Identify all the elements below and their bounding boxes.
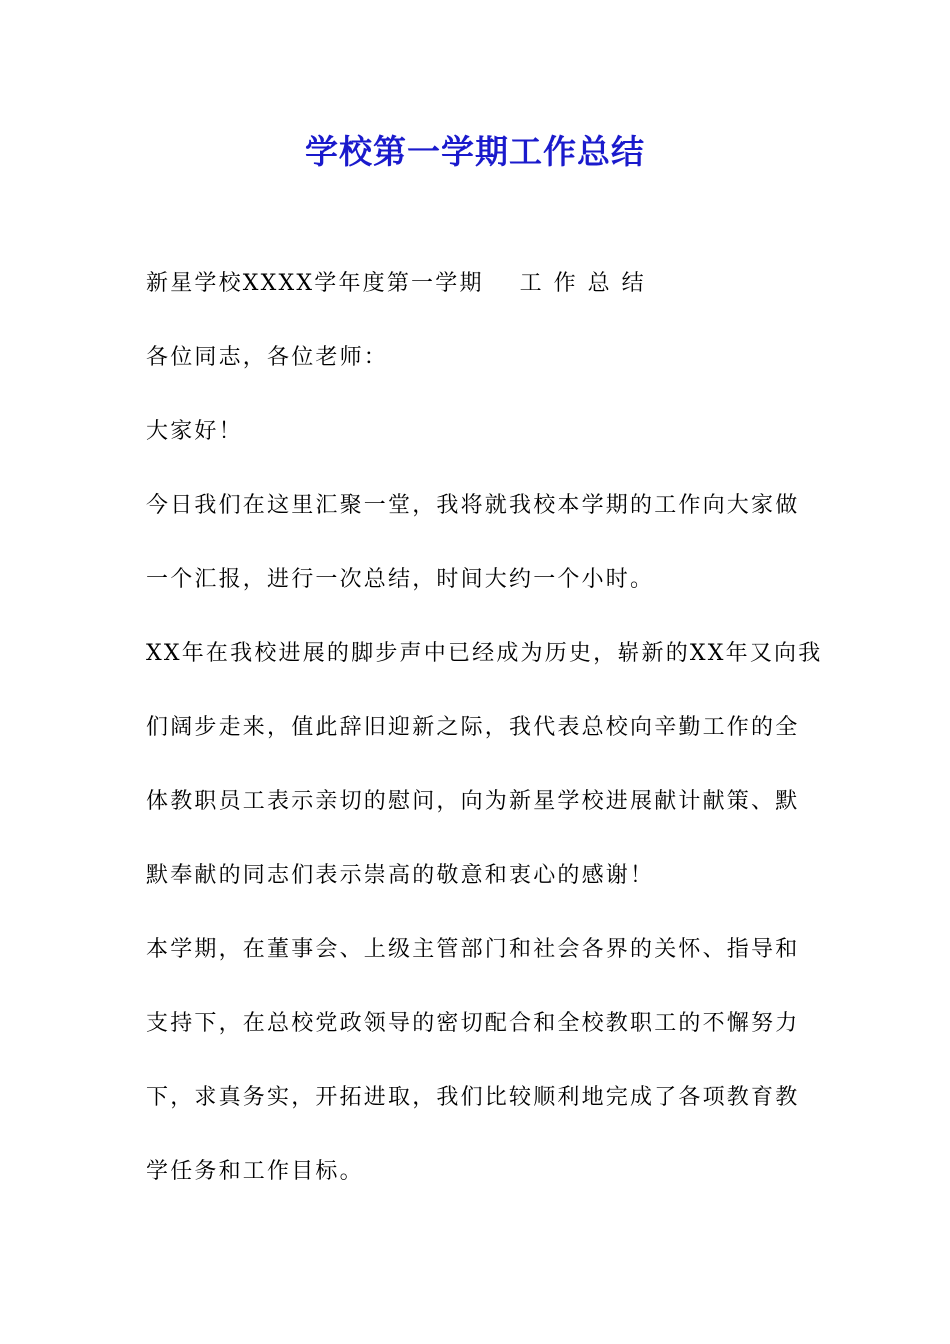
salutation-line: 大家好！ — [146, 419, 243, 444]
document-title: 学校第一学期工作总结 — [305, 132, 645, 171]
paragraph3-line: 学任务和工作目标。 — [146, 1159, 364, 1184]
document-body — [146, 247, 823, 1209]
paragraph2-line: 们阔步走来，值此辞旧迎新之际，我代表总校向辛勤工作的全 — [146, 715, 800, 740]
paragraph1-line: 今日我们在这里汇聚一堂，我将就我校本学期的工作向大家做 — [146, 493, 800, 518]
greeting-line: 各位同志，各位老师： — [146, 345, 389, 370]
paragraph2-line: XX年在我校进展的脚步声中已经成为历史，崭新的XX年又向我 — [146, 641, 823, 666]
paragraph2-line: 体教职员工表示亲切的慰问，向为新星学校进展献计献策、默 — [146, 789, 800, 814]
paragraph2-line: 默奉献的同志们表示崇高的敬意和衷心的感谢！ — [146, 863, 655, 888]
paragraph3-line: 下，求真务实，开拓进取，我们比较顺利地完成了各项教育教 — [146, 1085, 800, 1110]
paragraph3-line: 本学期，在董事会、上级主管部门和社会各界的关怀、指导和 — [146, 937, 800, 962]
paragraph3-line: 支持下，在总校党政领导的密切配合和全校教职工的不懈努力 — [146, 1011, 800, 1036]
heading-left: 新星学校XXXX学年度第一学期 — [146, 271, 484, 296]
heading-right: 工作总结 — [519, 271, 656, 296]
heading-line — [146, 247, 816, 321]
paragraph1-line: 一个汇报，进行一次总结，时间大约一个小时。 — [146, 567, 655, 592]
